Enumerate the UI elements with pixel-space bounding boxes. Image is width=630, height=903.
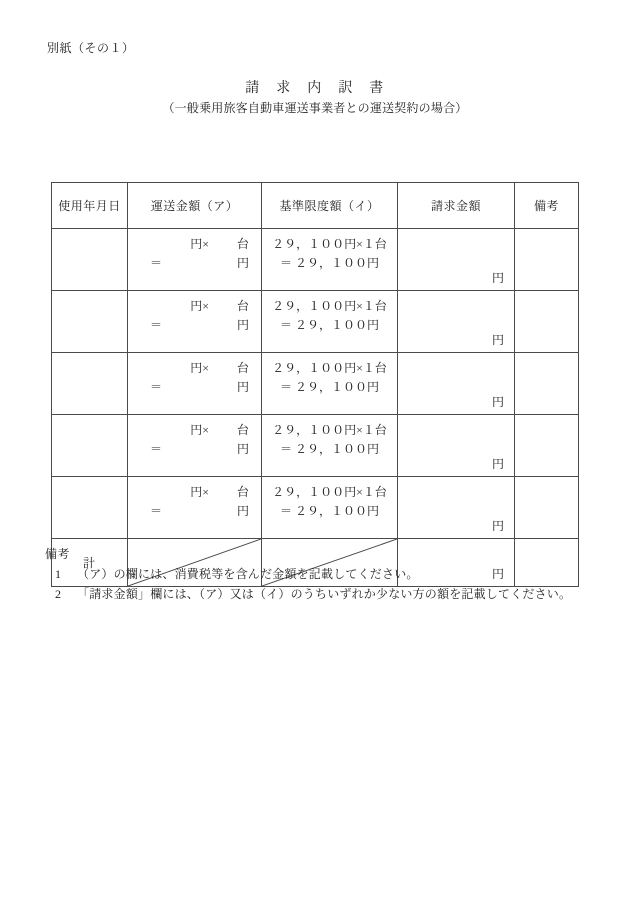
fare-total-blank <box>162 316 237 335</box>
fare-total-blank <box>162 254 237 273</box>
fare-total-blank <box>162 502 237 521</box>
equals-sign: ＝ <box>150 256 163 270</box>
remarks-cell <box>515 291 579 353</box>
limit-amount-cell <box>262 229 398 291</box>
remarks-cell <box>515 229 579 291</box>
fare-total-blank <box>162 378 237 397</box>
usage-date-cell <box>52 291 128 353</box>
vehicle-count-unit-label: 台 <box>236 299 249 313</box>
fare-formula-line <box>128 421 261 440</box>
equals-sign: ＝ <box>150 318 163 332</box>
equals-sign: ＝ <box>150 504 163 518</box>
vehicle-count-unit-label: 台 <box>236 361 249 375</box>
remarks-cell <box>515 415 579 477</box>
equals-sign: ＝ <box>150 380 163 394</box>
claim-amount-cell <box>398 229 515 291</box>
yen-times-label: 円× <box>190 485 209 499</box>
note-text: 「請求金額」欄には、（ア）又は（イ）のうちいずれか少ない方の額を記載してください。 <box>77 587 572 601</box>
usage-date-cell <box>52 353 128 415</box>
fare-formula-line <box>128 235 261 254</box>
limit-formula-line: ２９，１００円×１台 <box>272 299 387 313</box>
limit-formula-line: ２９，１００円×１台 <box>272 361 387 375</box>
fare-count-blank <box>209 483 237 502</box>
limit-amount-cell <box>262 415 398 477</box>
table-row <box>52 477 579 539</box>
usage-date-cell <box>52 415 128 477</box>
limit-formula-line: ２９，１００円×１台 <box>272 485 387 499</box>
vehicle-count-unit-label: 台 <box>236 485 249 499</box>
table-row <box>52 415 579 477</box>
yen-times-label: 円× <box>190 423 209 437</box>
table-row <box>52 291 579 353</box>
limit-result-line: ＝ ２９，１００円 <box>279 442 379 456</box>
yen-unit-label: 円 <box>491 519 504 533</box>
yen-unit-label: 円 <box>491 395 504 409</box>
yen-unit-label: 円 <box>491 333 504 347</box>
yen-unit-label: 円 <box>236 442 249 456</box>
claim-amount-cell <box>398 291 515 353</box>
usage-date-cell <box>52 229 128 291</box>
fare-amount-cell <box>128 477 262 539</box>
limit-amount-cell <box>262 477 398 539</box>
fare-count-blank <box>209 359 237 378</box>
note-number: 2 <box>55 587 61 601</box>
remarks-cell <box>515 353 579 415</box>
fare-result-line <box>128 254 261 273</box>
usage-date-cell <box>52 477 128 539</box>
limit-result-line: ＝ ２９，１００円 <box>279 318 379 332</box>
claim-amount-cell <box>398 415 515 477</box>
fare-formula-line <box>128 359 261 378</box>
billing-breakdown-table <box>51 182 579 587</box>
total-label-cell: 計 <box>52 539 128 587</box>
remarks-cell <box>515 477 579 539</box>
yen-unit-label: 円 <box>236 318 249 332</box>
fare-amount-cell <box>128 353 262 415</box>
table-body <box>52 229 579 587</box>
fare-result-line <box>128 502 261 521</box>
attachment-label: 別紙（その１） <box>47 41 135 55</box>
fare-amount-cell <box>128 415 262 477</box>
fare-formula-line <box>128 297 261 316</box>
document-subtitle: （一般乗用旅客自動車運送事業者との運送契約の場合） <box>162 101 468 115</box>
fare-result-line <box>128 440 261 459</box>
fare-total-blank <box>162 440 237 459</box>
yen-times-label: 円× <box>190 299 209 313</box>
table-header-row <box>52 183 579 229</box>
yen-unit-label: 円 <box>491 457 504 471</box>
fare-result-line <box>128 316 261 335</box>
yen-unit-label: 円 <box>491 567 504 581</box>
document-title: 請 求 内 訳 書 <box>245 81 385 96</box>
limit-result-line: ＝ ２９，１００円 <box>279 504 379 518</box>
limit-amount-cell <box>262 291 398 353</box>
note-number: 1 <box>55 567 61 581</box>
fare-amount-cell <box>128 291 262 353</box>
table-row <box>52 229 579 291</box>
notes-heading: 備考 <box>45 547 71 561</box>
fare-result-line <box>128 378 261 397</box>
claim-amount-cell <box>398 353 515 415</box>
limit-formula-line: ２９，１００円×１台 <box>272 423 387 437</box>
note-item-1 <box>55 564 585 584</box>
yen-unit-label: 円 <box>236 380 249 394</box>
fare-count-blank <box>209 421 237 440</box>
col-header-fare-amount: 運送金額（ア） <box>128 183 262 229</box>
yen-times-label: 円× <box>190 237 209 251</box>
limit-formula-line: ２９，１００円×１台 <box>272 237 387 251</box>
vehicle-count-unit-label: 台 <box>236 237 249 251</box>
fare-count-blank <box>209 297 237 316</box>
equals-sign: ＝ <box>150 442 163 456</box>
note-text: （ア）の欄には、消費税等を含んだ金額を記載してください。 <box>77 567 419 581</box>
fare-amount-cell <box>128 229 262 291</box>
limit-result-line: ＝ ２９，１００円 <box>279 256 379 270</box>
col-header-usage-date: 使用年月日 <box>52 183 128 229</box>
limit-result-line: ＝ ２９，１００円 <box>279 380 379 394</box>
vehicle-count-unit-label: 台 <box>236 423 249 437</box>
col-header-limit-amount: 基準限度額（イ） <box>262 183 398 229</box>
yen-unit-label: 円 <box>491 271 504 285</box>
yen-unit-label: 円 <box>236 504 249 518</box>
notes-section <box>45 544 585 604</box>
fare-count-blank <box>209 235 237 254</box>
claim-amount-cell <box>398 477 515 539</box>
limit-amount-cell <box>262 353 398 415</box>
col-header-claim-amount: 請求金額 <box>398 183 515 229</box>
table-row <box>52 353 579 415</box>
col-header-remarks: 備考 <box>515 183 579 229</box>
yen-unit-label: 円 <box>236 256 249 270</box>
fare-formula-line <box>128 483 261 502</box>
yen-times-label: 円× <box>190 361 209 375</box>
note-item-2 <box>55 584 585 604</box>
